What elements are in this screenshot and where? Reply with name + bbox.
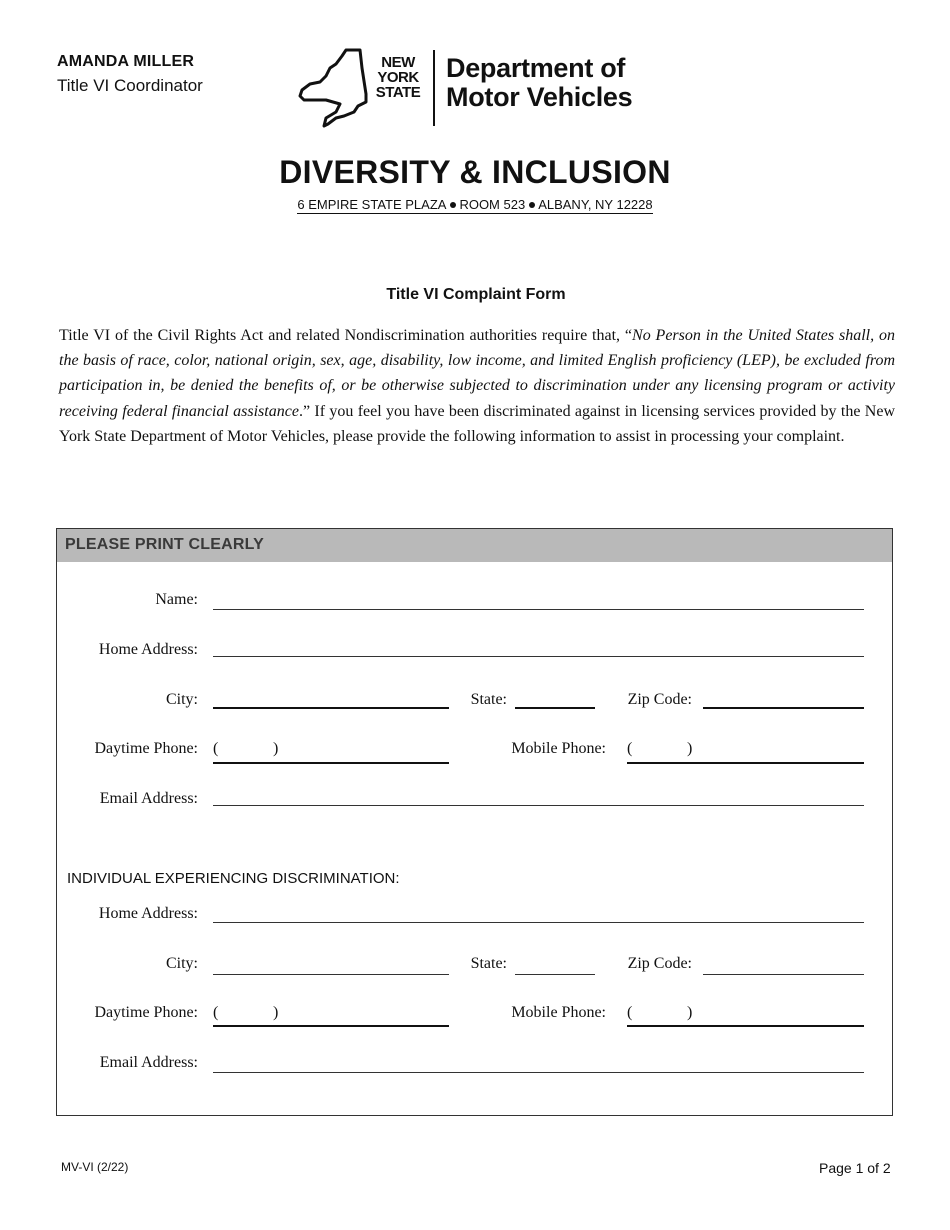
office-address — [0, 197, 950, 212]
logo-divider — [433, 50, 435, 126]
area-code-open-paren: ( — [213, 1004, 219, 1021]
form-code: MV-VI (2/22) — [61, 1160, 129, 1174]
individual-state-field[interactable] — [515, 974, 595, 975]
page-number: Page 1 of 2 — [819, 1160, 891, 1176]
coordinator-name: AMANDA MILLER — [57, 53, 195, 70]
complaint-form — [56, 528, 893, 1116]
individual-section-title: INDIVIDUAL EXPERIENCING DISCRIMINATION: — [67, 870, 400, 887]
zip-code-field[interactable] — [703, 707, 864, 709]
city-field[interactable] — [213, 707, 449, 709]
individual-zip-code-field[interactable] — [703, 974, 864, 975]
area-code-open-paren: ( — [213, 740, 219, 757]
individual-email-address-label: Email Address: — [99, 1054, 198, 1071]
area-code-open-paren: ( — [627, 1004, 633, 1021]
individual-email-address-field[interactable] — [213, 1072, 864, 1073]
intro-paragraph — [59, 323, 895, 449]
address-room: ROOM 523 — [459, 197, 526, 212]
zip-code-label: Zip Code: — [627, 691, 692, 708]
area-code-close-paren: ) — [687, 1004, 693, 1021]
unit-title: DIVERSITY & INCLUSION — [279, 154, 671, 190]
area-code-close-paren: ) — [273, 1004, 279, 1021]
individual-state-label: State: — [470, 955, 507, 972]
intro-tail: .” If you feel you have been discriminated against in licensing services provided by the New York State Department of Motor Vehicles, please provide the following information to assist in processing your complaint. — [59, 402, 896, 445]
individual-daytime-phone-field[interactable] — [213, 1025, 449, 1027]
bullet-icon — [450, 202, 456, 208]
bullet-icon — [529, 202, 535, 208]
area-code-close-paren: ) — [687, 740, 693, 757]
logo-state-name: NEW YORK STATE — [375, 54, 421, 101]
coordinator-title: Title VI Coordinator — [57, 76, 203, 95]
area-code-open-paren: ( — [627, 740, 633, 757]
daytime-phone-label: Daytime Phone: — [94, 740, 198, 757]
individual-daytime-phone-label: Daytime Phone: — [94, 1004, 198, 1021]
daytime-phone-field[interactable] — [213, 762, 449, 764]
name-field[interactable] — [213, 609, 864, 610]
city-label: City: — [165, 691, 198, 708]
individual-city-field[interactable] — [213, 974, 449, 975]
individual-zip-code-label: Zip Code: — [627, 955, 692, 972]
individual-mobile-phone-field[interactable] — [627, 1025, 864, 1027]
name-label: Name: — [155, 591, 198, 608]
individual-mobile-phone-label: Mobile Phone: — [511, 1004, 606, 1021]
address-street: 6 EMPIRE STATE PLAZA — [297, 197, 447, 212]
state-label: State: — [470, 691, 507, 708]
new-york-state-outline-icon — [296, 46, 368, 128]
home-address-field[interactable] — [213, 656, 864, 657]
form-header-bar — [57, 529, 892, 562]
form-title: Title VI Complaint Form — [386, 286, 566, 303]
form-header-label: PLEASE PRINT CLEARLY — [65, 536, 264, 553]
nys-dmv-logo — [296, 46, 642, 128]
area-code-close-paren: ) — [273, 740, 279, 757]
individual-home-address-label: Home Address: — [98, 905, 198, 922]
individual-city-label: City: — [165, 955, 198, 972]
home-address-label: Home Address: — [98, 641, 198, 658]
individual-home-address-field[interactable] — [213, 922, 864, 923]
mobile-phone-field[interactable] — [627, 762, 864, 764]
mobile-phone-label: Mobile Phone: — [511, 740, 606, 757]
address-city: ALBANY, NY 12228 — [538, 197, 653, 212]
intro-lead: Title VI of the Civil Rights Act and related Nondiscrimination authorities require that, “ — [59, 327, 633, 344]
state-field[interactable] — [515, 707, 595, 709]
logo-department-name: Department of Motor Vehicles — [446, 53, 633, 112]
email-address-label: Email Address: — [99, 790, 198, 807]
intro-quote: No Person in the United States shall, on the basis of race, color, national origin, sex, age, disability, low income, and limited English proficiency (LEP), be excluded from participation in, be denied the benefits of, or be otherwise subjected to discrimination under any licensing program or activity receiving federal financial assistance — [59, 327, 895, 420]
email-address-field[interactable] — [213, 805, 864, 806]
